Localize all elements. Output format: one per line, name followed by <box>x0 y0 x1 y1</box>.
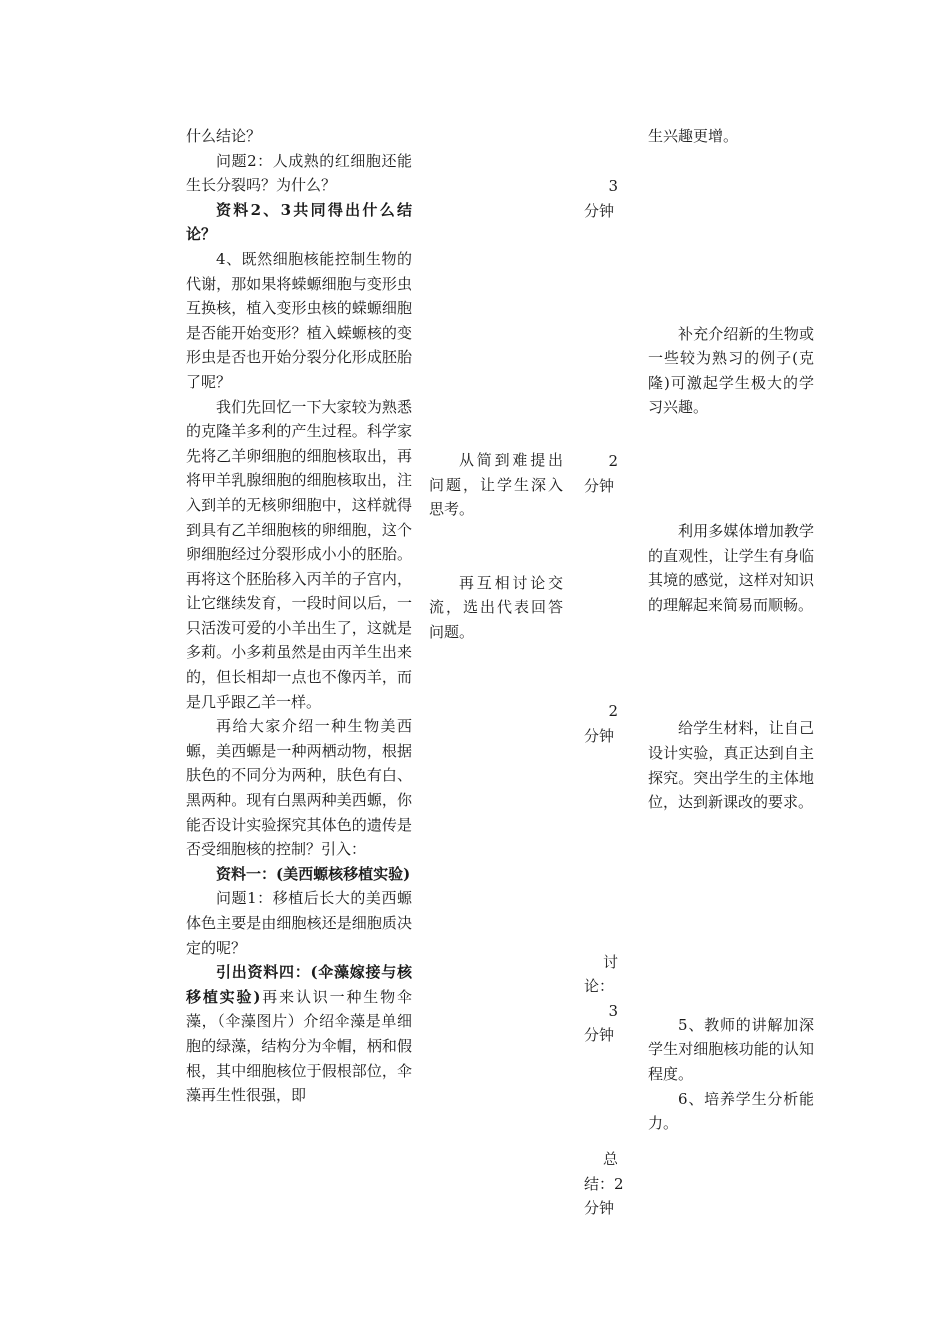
time-2-number: 2 <box>608 452 618 471</box>
activity-questions: 从简到难提出问题，让学生深入思考。 <box>429 451 563 519</box>
time-column <box>584 124 624 1221</box>
discussion-label-a: 讨 <box>602 952 618 971</box>
student-activity-column <box>429 124 563 645</box>
paragraph-conclusion-tail: 什么结论？ <box>186 127 262 145</box>
summary-label-a: 总 <box>602 1149 618 1168</box>
question-2: 问题2：人成熟的红细胞还能生长分裂吗？为什么？ <box>186 151 412 195</box>
intent-teacher-explanation: 5、教师的讲解加深学生对细胞核功能的认知程度。 <box>648 1015 814 1083</box>
paragraph-nucleus-swap: 4、既然细胞核能控制生物的代谢，那如果将蝾螈细胞与变形虫互换核，植入变形虫核的蝾螈细胞是否能开始变形？植入蝾螈核的变形虫是否也开始分裂分化形成胚胎了呢？ <box>186 249 412 391</box>
activity-discussion: 再互相讨论交流，选出代表回答问题。 <box>429 573 563 641</box>
acetabularia-description: 再来认识一种生物伞藻，（伞藻图片）介绍伞藻是单细胞的绿藻，结构分为伞帽，柄和假根，其中细胞核位于假根部位，伞藻再生性很强，即 <box>186 987 412 1105</box>
intent-analysis: 6、培养学生分析能力。 <box>648 1089 814 1133</box>
content-column <box>186 124 412 1108</box>
intent-self-design: 给学生材料，让自己设计实验，真正达到自主探究。突出学生的主体地位，达到新课改的要求。 <box>648 719 814 812</box>
discussion-label-b: 论： <box>584 977 615 996</box>
time-4-number: 3 <box>608 1001 618 1020</box>
paragraph-acetabularia <box>186 960 412 1108</box>
intent-examples: 补充介绍新的生物或一些较为熟习的例子(克隆)可激起学生极大的学习兴趣。 <box>648 324 814 417</box>
time-2-unit: 分钟 <box>584 476 615 495</box>
intent-interest: 生兴趣更增。 <box>648 127 739 145</box>
summary-label-b: 结：2 <box>584 1174 624 1193</box>
time-4-unit: 分钟 <box>584 1026 615 1045</box>
time-3-unit: 分钟 <box>584 726 615 745</box>
design-intent-column <box>648 124 814 1136</box>
paragraph-axolotl-intro: 再给大家介绍一种生物美西螈，美西螈是一种两栖动物，根据肤色的不同分为两种，肤色有白、黑两种。现有白黑两种美西螈，你能否设计实验探究其体色的遗传是否受细胞核的控制？引入： <box>186 717 412 859</box>
time-3-number: 2 <box>608 702 618 721</box>
time-5-unit: 分钟 <box>584 1199 615 1218</box>
paragraph-cloned-sheep: 我们先回忆一下大家较为熟悉的克隆羊多利的产生过程。科学家先将乙羊卵细胞的细胞核取出，再将甲羊乳腺细胞的细胞核取出，注入到羊的无核卵细胞中，这样就得到具有乙羊细胞核的卵细胞，这个卵细胞经过分裂形成小小的胚胎。再将这个胚胎移入丙羊的子宫内，让它继续发育，一段时间以后，一只活泼可爱的小羊出生了，这就是多莉。小多莉虽然是由丙羊生出来的，但长相却一点也不像丙羊，而是几乎跟乙羊一样。 <box>186 397 412 711</box>
material-4-heading: 引出资料四：(伞藻嫁接与核移植实验) <box>186 963 412 1006</box>
time-1-unit: 分钟 <box>584 201 615 220</box>
material-2-3-question: 资料2、3共同得出什么结论？ <box>186 200 412 244</box>
intent-multimedia: 利用多媒体增加教学的直观性，让学生有身临其境的感觉，这样对知识的理解起来简易而顺畅。 <box>648 521 814 614</box>
time-1-number: 3 <box>608 177 618 195</box>
material-1-heading: 资料一：(美西螈核移植实验) <box>216 864 411 883</box>
question-1: 问题1：移植后长大的美西螈体色主要是由细胞核还是细胞质决定的呢？ <box>186 889 412 957</box>
